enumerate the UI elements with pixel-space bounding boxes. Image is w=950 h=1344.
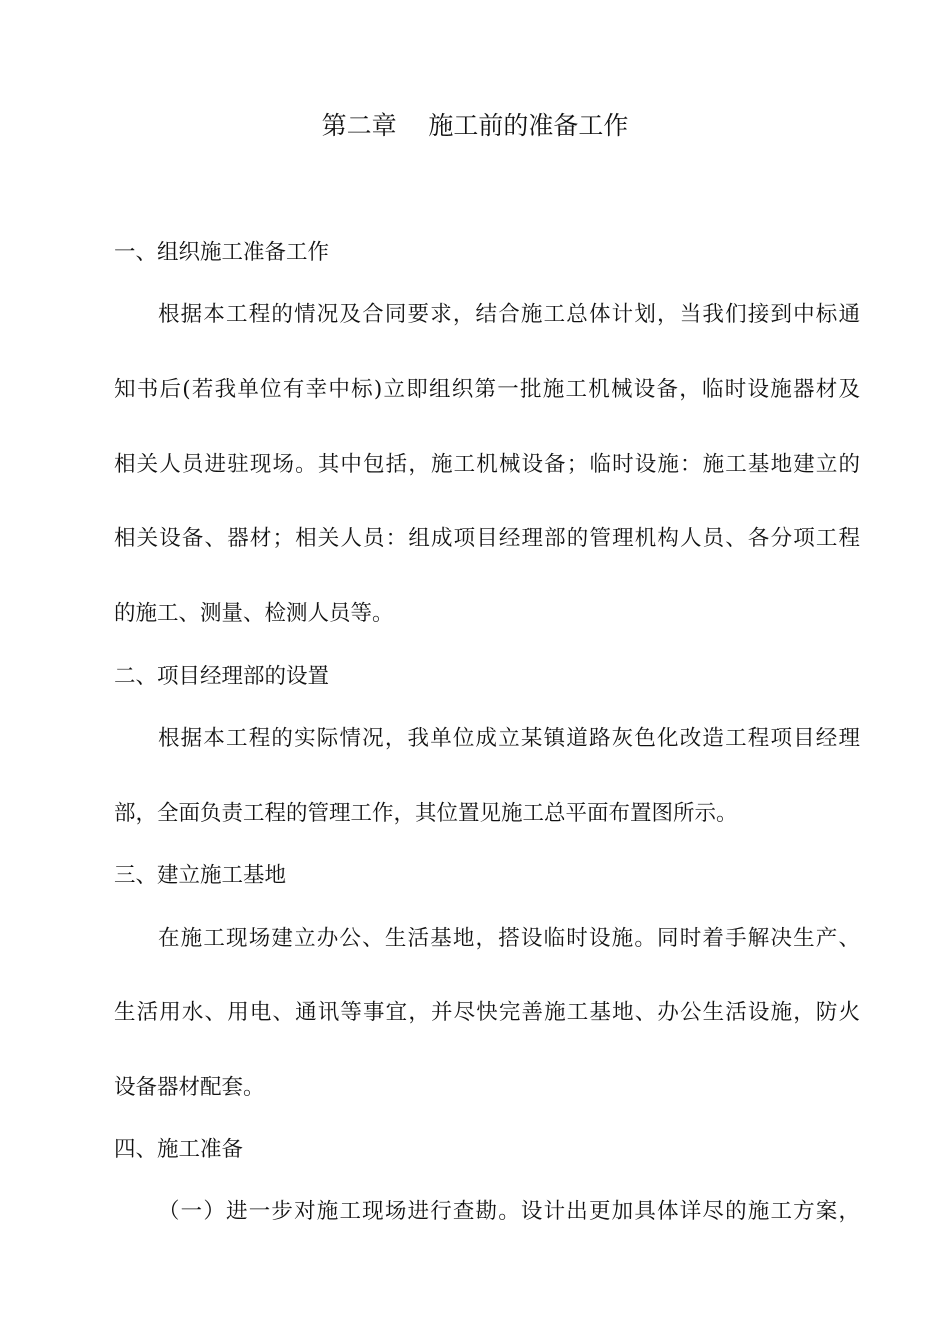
paragraph-line: 设备器材配套。 <box>114 1075 265 1100</box>
paragraph-line: 部，全面负责工程的管理工作，其位置见施工总平面布置图所示。 <box>114 801 738 826</box>
section-heading-4: 四、施工准备 <box>114 1137 244 1162</box>
section-heading-2: 二、项目经理部的设置 <box>114 664 330 689</box>
paragraph-line: 知书后(若我单位有幸中标)立即组织第一批施工机械设备，临时设施器材及 <box>114 377 860 402</box>
section-heading-1: 一、组织施工准备工作 <box>114 240 330 265</box>
section-heading-3: 三、建立施工基地 <box>114 863 287 888</box>
paragraph-line: 根据本工程的实际情况，我单位成立某镇道路灰色化改造工程项目经理 <box>158 726 860 751</box>
paragraph-line: 相关设备、器材；相关人员：组成项目经理部的管理机构人员、各分项工程 <box>114 526 860 551</box>
paragraph-line: 根据本工程的情况及合同要求，结合施工总体计划，当我们接到中标通 <box>158 302 860 327</box>
paragraph-line: 的施工、测量、检测人员等。 <box>114 601 394 626</box>
paragraph-line: 相关人员进驻现场。其中包括，施工机械设备；临时设施：施工基地建立的 <box>114 452 860 477</box>
paragraph-line: （一）进一步对施工现场进行查勘。设计出更加具体详尽的施工方案， <box>158 1199 860 1224</box>
paragraph-line: 在施工现场建立办公、生活基地，搭设临时设施。同时着手解决生产、 <box>158 926 860 951</box>
chapter-title: 第二章 施工前的准备工作 <box>321 111 629 140</box>
paragraph-line: 生活用水、用电、通讯等事宜，并尽快完善施工基地、办公生活设施，防火 <box>114 1000 860 1025</box>
